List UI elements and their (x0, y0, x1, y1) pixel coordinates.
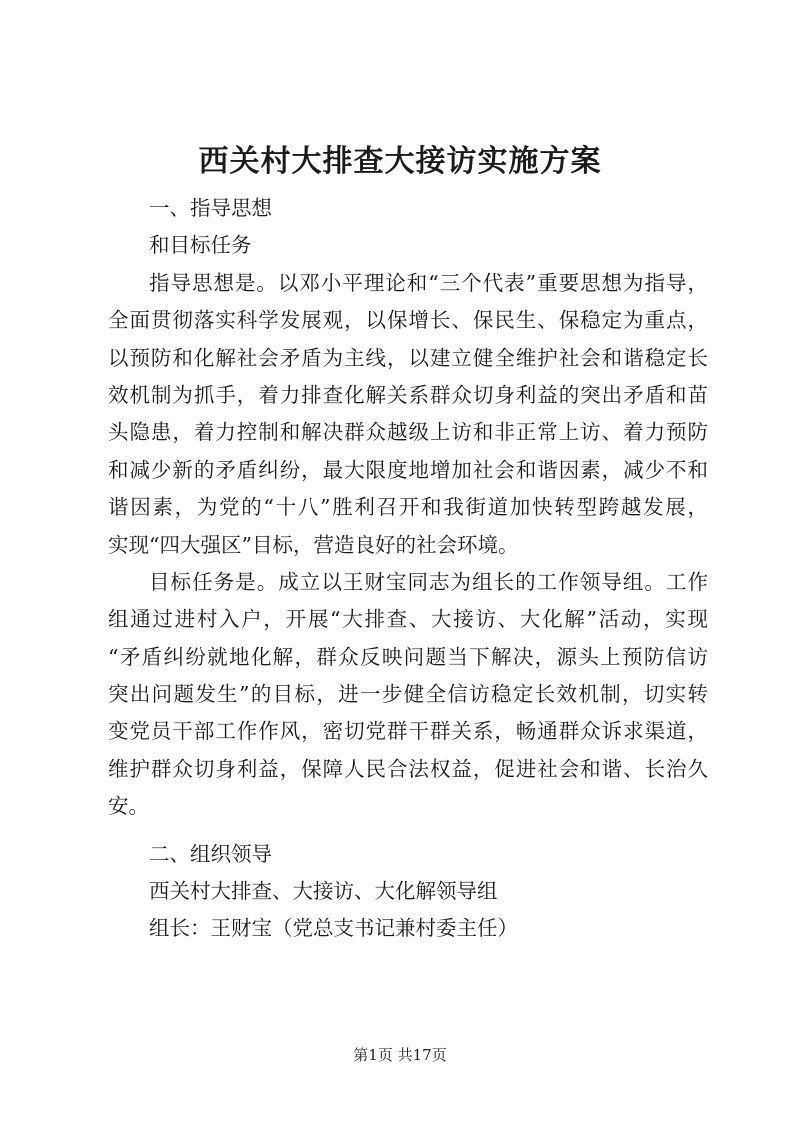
section-gap (108, 826, 708, 836)
paragraph-line: 谐因素，为党的“十八”胜利召开和我街道加快转型跨越发展， (108, 495, 708, 520)
paragraph-line: 头隐患，着力控制和解决群众越级上访和非正常上访、着力预防 (108, 420, 708, 445)
paragraph-line: 目标任务是。成立以王财宝同志为组长的工作领导组。工作 (149, 569, 708, 594)
section-subheading: 和目标任务 (149, 233, 252, 258)
paragraph-line: 西关村大排查、大接访、大化解领导组 (149, 879, 498, 904)
paragraph-line: 实现“四大强区”目标，营造良好的社会环境。 (108, 532, 519, 557)
document-body (108, 190, 708, 948)
paragraph-line: 安。 (108, 794, 149, 819)
paragraph-line: 效机制为抓手，着力排查化解关系群众切身利益的突出矛盾和苗 (108, 382, 708, 407)
paragraph-line: 全面贯彻落实科学发展观，以保增长、保民生、保稳定为重点， (108, 308, 708, 333)
paragraph-line: 组长：王财宝（党总支书记兼村委主任） (149, 916, 518, 941)
paragraph-line: 指导思想是。以邓小平理论和“三个代表”重要思想为指导， (149, 270, 708, 295)
paragraph-line: 和减少新的矛盾纠纷，最大限度地增加社会和谐因素，减少不和 (108, 457, 708, 482)
paragraph-line: 突出问题发生”的目标，进一步健全信访稳定长效机制，切实转 (108, 682, 708, 707)
page-footer: 第1页 共17页 (353, 1046, 447, 1064)
paragraph-line: 组通过进村入户，开展“大排查、大接访、大化解”活动，实现 (108, 607, 708, 632)
paragraph-line: “矛盾纠纷就地化解，群众反映问题当下解决，源头上预防信访 (108, 644, 708, 669)
paragraph-line: 维护群众切身利益，保障人民合法权益，促进社会和谐、长治久 (108, 756, 708, 781)
section-heading: 一、指导思想 (149, 196, 272, 220)
paragraph-line: 以预防和化解社会矛盾为主线，以建立健全维护社会和谐稳定长 (108, 345, 708, 370)
paragraph-line: 变党员干部工作作风，密切党群干群关系，畅通群众诉求渠道， (108, 719, 708, 744)
document-title: 西关村大排查大接访实施方案 (198, 144, 602, 179)
section-heading: 二、组织领导 (149, 841, 272, 866)
